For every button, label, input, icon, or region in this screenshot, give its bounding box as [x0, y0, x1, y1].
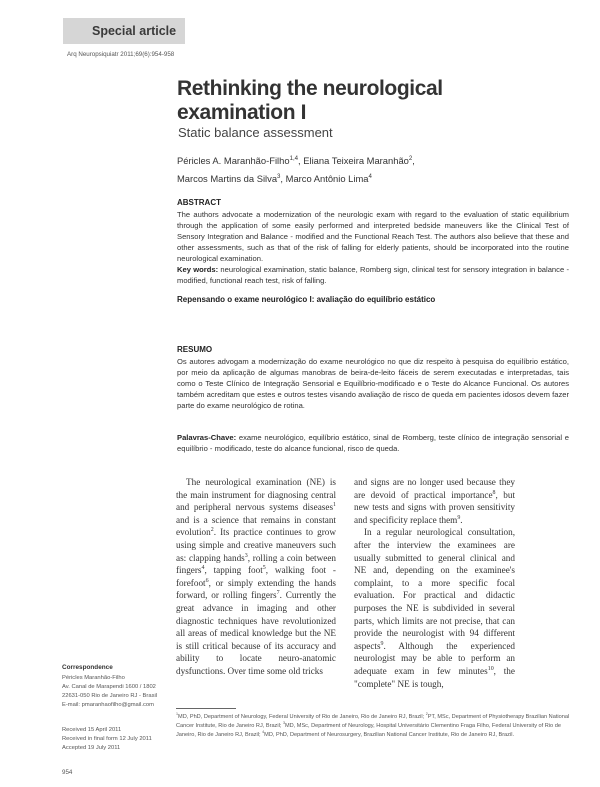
correspondence-email: E-mail: pmaranhaofilho@gmail.com: [62, 702, 154, 708]
body-column-2: [354, 476, 515, 690]
affiliations-footnote: $^1$MD, PhD, Department of Neurology, Federal University of Rio de Janeiro, Rio de Janeiro RJ, Brazil; $^2$PT, MSc, Department of Physiotherapy Brazilian National Cancer Institute, Rio de Janeiro RJ, Brazil; $^3$MD, MSc, Department of Neurology, Hospital Universitário Clementino Fraga Filho, Federal University of Rio de Janeiro, Rio de Janeiro RJ, Brazil; $^4$MD, PhD, Department of Neurosurgery, Brazilian National Cancer Institute, Rio de Janeiro RJ, Brazil.: [176, 712, 570, 738]
abstract-text: The authors advocate a modernization of the neurologic exam with regard to the evaluation of static equilibrium through the application of some easily performed and interpreted bedside maneuvers like the Clinical Test of Sensory Integration and Balance - modified and the Functional Reach Test. The authors also believe that these and other assessments, such as that of the risk of falling for elderly patients, should be incorporated into the routine neurological examination.: [177, 210, 569, 263]
paragraph-2: In a regular neurological consultation, after the interview the examinees are usually submitted to general clinical and NE and, depending on the examinee's complaint, to a more specific focal evaluation. For practical and didactic purposes the NE is subdivided in several parts, which limits are not precise, that can provide the neurologist with 94 different aspects$^9$. Although the experienced neurologist may be able to perform an adequate exam in few minutes$^{10}$, the "complete" NE is tough,: [354, 527, 515, 689]
abstract-keywords: Key words: neurological examination, static balance, Romberg sign, clinical test for sensory integration in balance - modified, functional reach test, risk of falling.: [177, 265, 569, 285]
correspondence-block: Péricles Maranhão-Filho Av. Canal de Marapendi 1600 / 1802 22631-050 Rio de Janeiro RJ - Brasil E-mail: pmaranhaofilho@gmail.com: [62, 675, 158, 708]
author-list: Péricles A. Maranhão-Filho$^{1,4}$, Eliana Teixeira Maranhão$^2$, Marcos Martins da Silva$^3$, Marco Antônio Lima$^4$: [177, 154, 415, 184]
portuguese-title: Repensando o exame neurológico I: avaliação do equilíbrio estático: [177, 295, 436, 304]
title-line-2: examination I: [177, 101, 307, 124]
author-2: , Eliana Teixeira Maranhão: [298, 155, 409, 166]
footnote-divider: [176, 708, 236, 709]
submission-dates: Received 15 April 2011 Received in final form 12 July 2011 Accepted 19 July 2011: [62, 727, 152, 751]
page-number: 954: [62, 769, 73, 776]
article-subtitle: Static balance assessment: [178, 125, 333, 140]
resumo-heading: RESUMO: [177, 345, 213, 354]
body-column-1: The neurological examination (NE) is the main instrument for diagnosing central and peripheral nervous systems diseases$^1$ and is a science that remains in constant evolution$^2$. Its practice continues to grow using simple and creative maneuvers such as: clapping hands$^3$, rolling a coin between fingers$^4$, tapping foot$^5$, walking foot - forefoot$^6$, or simply extending the hands forward, or rolling fingers$^7$. Currently the great advance in imaging and other diagnostic techniques have revolutionized all areas of medical knowledge but the NE is still critical because of its accuracy and ability to locate neuro-anatomic dysfunctions. Over time some old tricks: [176, 477, 337, 676]
paragraph-1-continued: and signs are no longer used because they are devoid of practical importance$^8$, but new tests and signs with proven sensitivity and specificity replace them$^9$.: [354, 477, 515, 525]
author-1: Péricles A. Maranhão-Filho: [177, 155, 290, 166]
author-3: Marcos Martins da Silva: [177, 173, 278, 184]
journal-citation: Arq Neuropsiquiatr 2011;69(6):954-958: [67, 51, 175, 58]
article-title: [177, 77, 557, 125]
abstract-heading: ABSTRACT: [177, 198, 221, 207]
author-4: , Marco Antônio Lima: [280, 173, 369, 184]
title-line-1: Rethinking the neurological: [177, 77, 443, 100]
section-label: Special article: [92, 24, 177, 38]
correspondence-heading: Correspondence: [62, 664, 113, 671]
resumo-keywords: Palavras-Chave: exame neurológico, equilíbrio estático, sinal de Romberg, teste clínico de integração sensorial e equilíbrio - modificado, teste do alcance funcional, risco de queda.: [177, 433, 569, 453]
resumo-text: Os autores advogam a modernização do exame neurológico no que diz respeito à pesquisa do equilíbrio estático, por meio da aplicação de algumas manobras de beira-de-leito fáceis de serem executadas e interpretadas, tais como o Teste Clínico de Integração Sensorial e Equilíbrio-modificado e o Teste do Alcance Funcional. Os autores também acreditam que estes e outros testes visando avaliação de risco de queda em pacientes idosos devem fazer parte do exame neurológico de rotina.: [177, 357, 569, 410]
